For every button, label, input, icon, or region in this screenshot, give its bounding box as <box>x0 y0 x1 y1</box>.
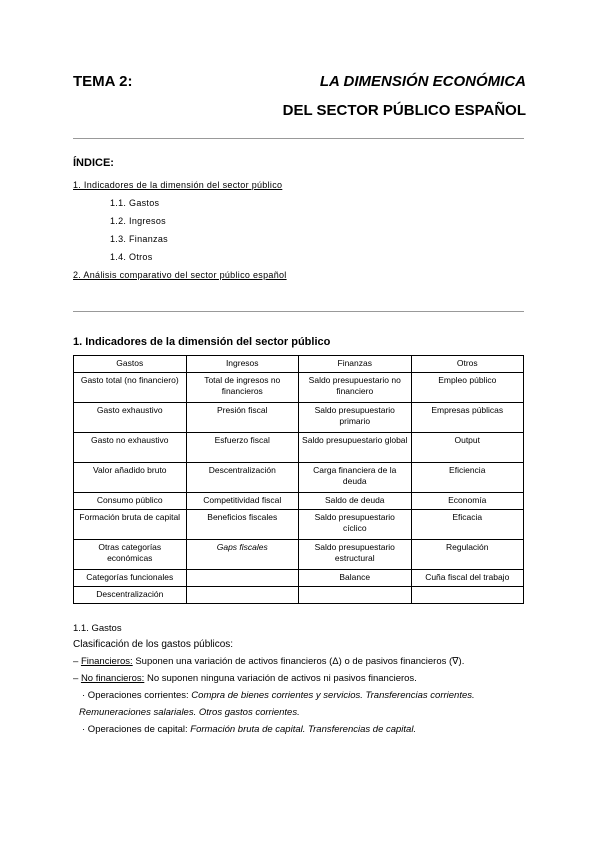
indicators-table <box>73 355 524 604</box>
table-cell: Descentralización <box>186 463 299 493</box>
section-title: 1. Indicadores de la dimensión del sector público <box>73 336 331 348</box>
table-cell: Economía <box>411 493 524 510</box>
operaciones-corrientes-line <box>82 689 475 702</box>
table-row <box>74 433 524 463</box>
financieros-label: Financieros: <box>80 656 133 667</box>
table-cell: Gasto no exhaustivo <box>74 433 187 463</box>
table-row <box>74 373 524 403</box>
table-header-row <box>74 356 524 373</box>
table-cell: Otras categorías económicas <box>74 540 187 570</box>
financieros-line <box>73 655 464 668</box>
table-cell: Gaps fiscales <box>186 540 299 570</box>
classification-heading: Clasificación de los gastos públicos: <box>73 639 234 650</box>
op-corrientes-text: Compra de bienes corrientes y servicios. Transferencias corrientes. <box>191 690 475 701</box>
divider <box>73 138 524 139</box>
table-cell: Balance <box>299 570 412 587</box>
table-cell: Saldo presupuestario primario <box>299 403 412 433</box>
index-item-1-3: 1.3. Finanzas <box>110 234 168 244</box>
table-cell: Presión fiscal <box>186 403 299 433</box>
divider <box>73 311 524 312</box>
column-header: Gastos <box>74 356 187 373</box>
table-cell: Competitividad fiscal <box>186 493 299 510</box>
table-cell: Categorías funcionales <box>74 570 187 587</box>
document-title-line1: LA DIMENSIÓN ECONÓMICA <box>319 73 526 90</box>
table-cell: Empresas públicas <box>411 403 524 433</box>
column-header: Ingresos <box>186 356 299 373</box>
no-financieros-label: No financieros: <box>80 673 145 684</box>
table-cell <box>411 587 524 604</box>
table-cell <box>186 570 299 587</box>
table-cell: Eficacia <box>411 510 524 540</box>
table-cell: Total de ingresos no financieros <box>186 373 299 403</box>
op-capital-text: Formación bruta de capital. Transferencias de capital. <box>190 724 417 735</box>
table-row <box>74 403 524 433</box>
financieros-text: Suponen una variación de activos financieros (Δ) o de pasivos financieros (∇). <box>132 656 465 667</box>
no-financieros-text: No suponen ninguna variación de activos ni pasivos financieros. <box>144 673 417 684</box>
table-cell: Gasto total (no financiero) <box>74 373 187 403</box>
table-cell: Carga financiera de la deuda <box>299 463 412 493</box>
index-item-1-2: 1.2. Ingresos <box>110 216 166 226</box>
column-header: Otros <box>411 356 524 373</box>
index-item-1[interactable]: 1. Indicadores de la dimensión del sector público <box>73 180 283 190</box>
table-cell: Formación bruta de capital <box>74 510 187 540</box>
document-title-line2: DEL SECTOR PÚBLICO ESPAÑOL <box>282 102 526 119</box>
index-heading: ÍNDICE: <box>73 157 114 169</box>
table-cell: Consumo público <box>74 493 187 510</box>
table-row <box>74 510 524 540</box>
index-item-1-1: 1.1. Gastos <box>110 198 160 208</box>
table-cell: Saldo presupuestario global <box>299 433 412 463</box>
table-cell: Saldo presupuestario estructural <box>299 540 412 570</box>
tema-label: TEMA 2: <box>73 73 133 90</box>
table-cell: Output <box>411 433 524 463</box>
operaciones-capital-line <box>82 723 416 736</box>
table-cell: Saldo presupuestario no financiero <box>299 373 412 403</box>
table-cell <box>299 587 412 604</box>
table-cell: Beneficios fiscales <box>186 510 299 540</box>
table-cell: Gasto exhaustivo <box>74 403 187 433</box>
table-row <box>74 463 524 493</box>
table-cell: Eficiencia <box>411 463 524 493</box>
table-cell: Cuña fiscal del trabajo <box>411 570 524 587</box>
table-cell <box>186 587 299 604</box>
table-row <box>74 493 524 510</box>
op-corrientes-label: · Operaciones corrientes: <box>82 690 192 701</box>
dash-bullet: – <box>73 656 81 667</box>
table-cell: Descentralización <box>74 587 187 604</box>
table-row <box>74 570 524 587</box>
index-item-1-4: 1.4. Otros <box>110 252 153 262</box>
op-corrientes-text-continued: Remuneraciones salariales. Otros gastos corrientes. <box>79 707 300 718</box>
no-financieros-line <box>73 672 417 685</box>
index-item-2[interactable]: 2. Análisis comparativo del sector público español <box>73 270 287 280</box>
table-row <box>74 587 524 604</box>
table-row <box>74 540 524 570</box>
table-cell: Esfuerzo fiscal <box>186 433 299 463</box>
table-cell: Regulación <box>411 540 524 570</box>
dash-bullet: – <box>73 673 81 684</box>
table-cell: Empleo público <box>411 373 524 403</box>
table-cell: Valor añadido bruto <box>74 463 187 493</box>
op-capital-label: · Operaciones de capital: <box>82 724 191 735</box>
table-cell: Saldo presupuestario cíclico <box>299 510 412 540</box>
table-cell: Saldo de deuda <box>299 493 412 510</box>
subsection-title: 1.1. Gastos <box>73 623 122 634</box>
column-header: Finanzas <box>299 356 412 373</box>
